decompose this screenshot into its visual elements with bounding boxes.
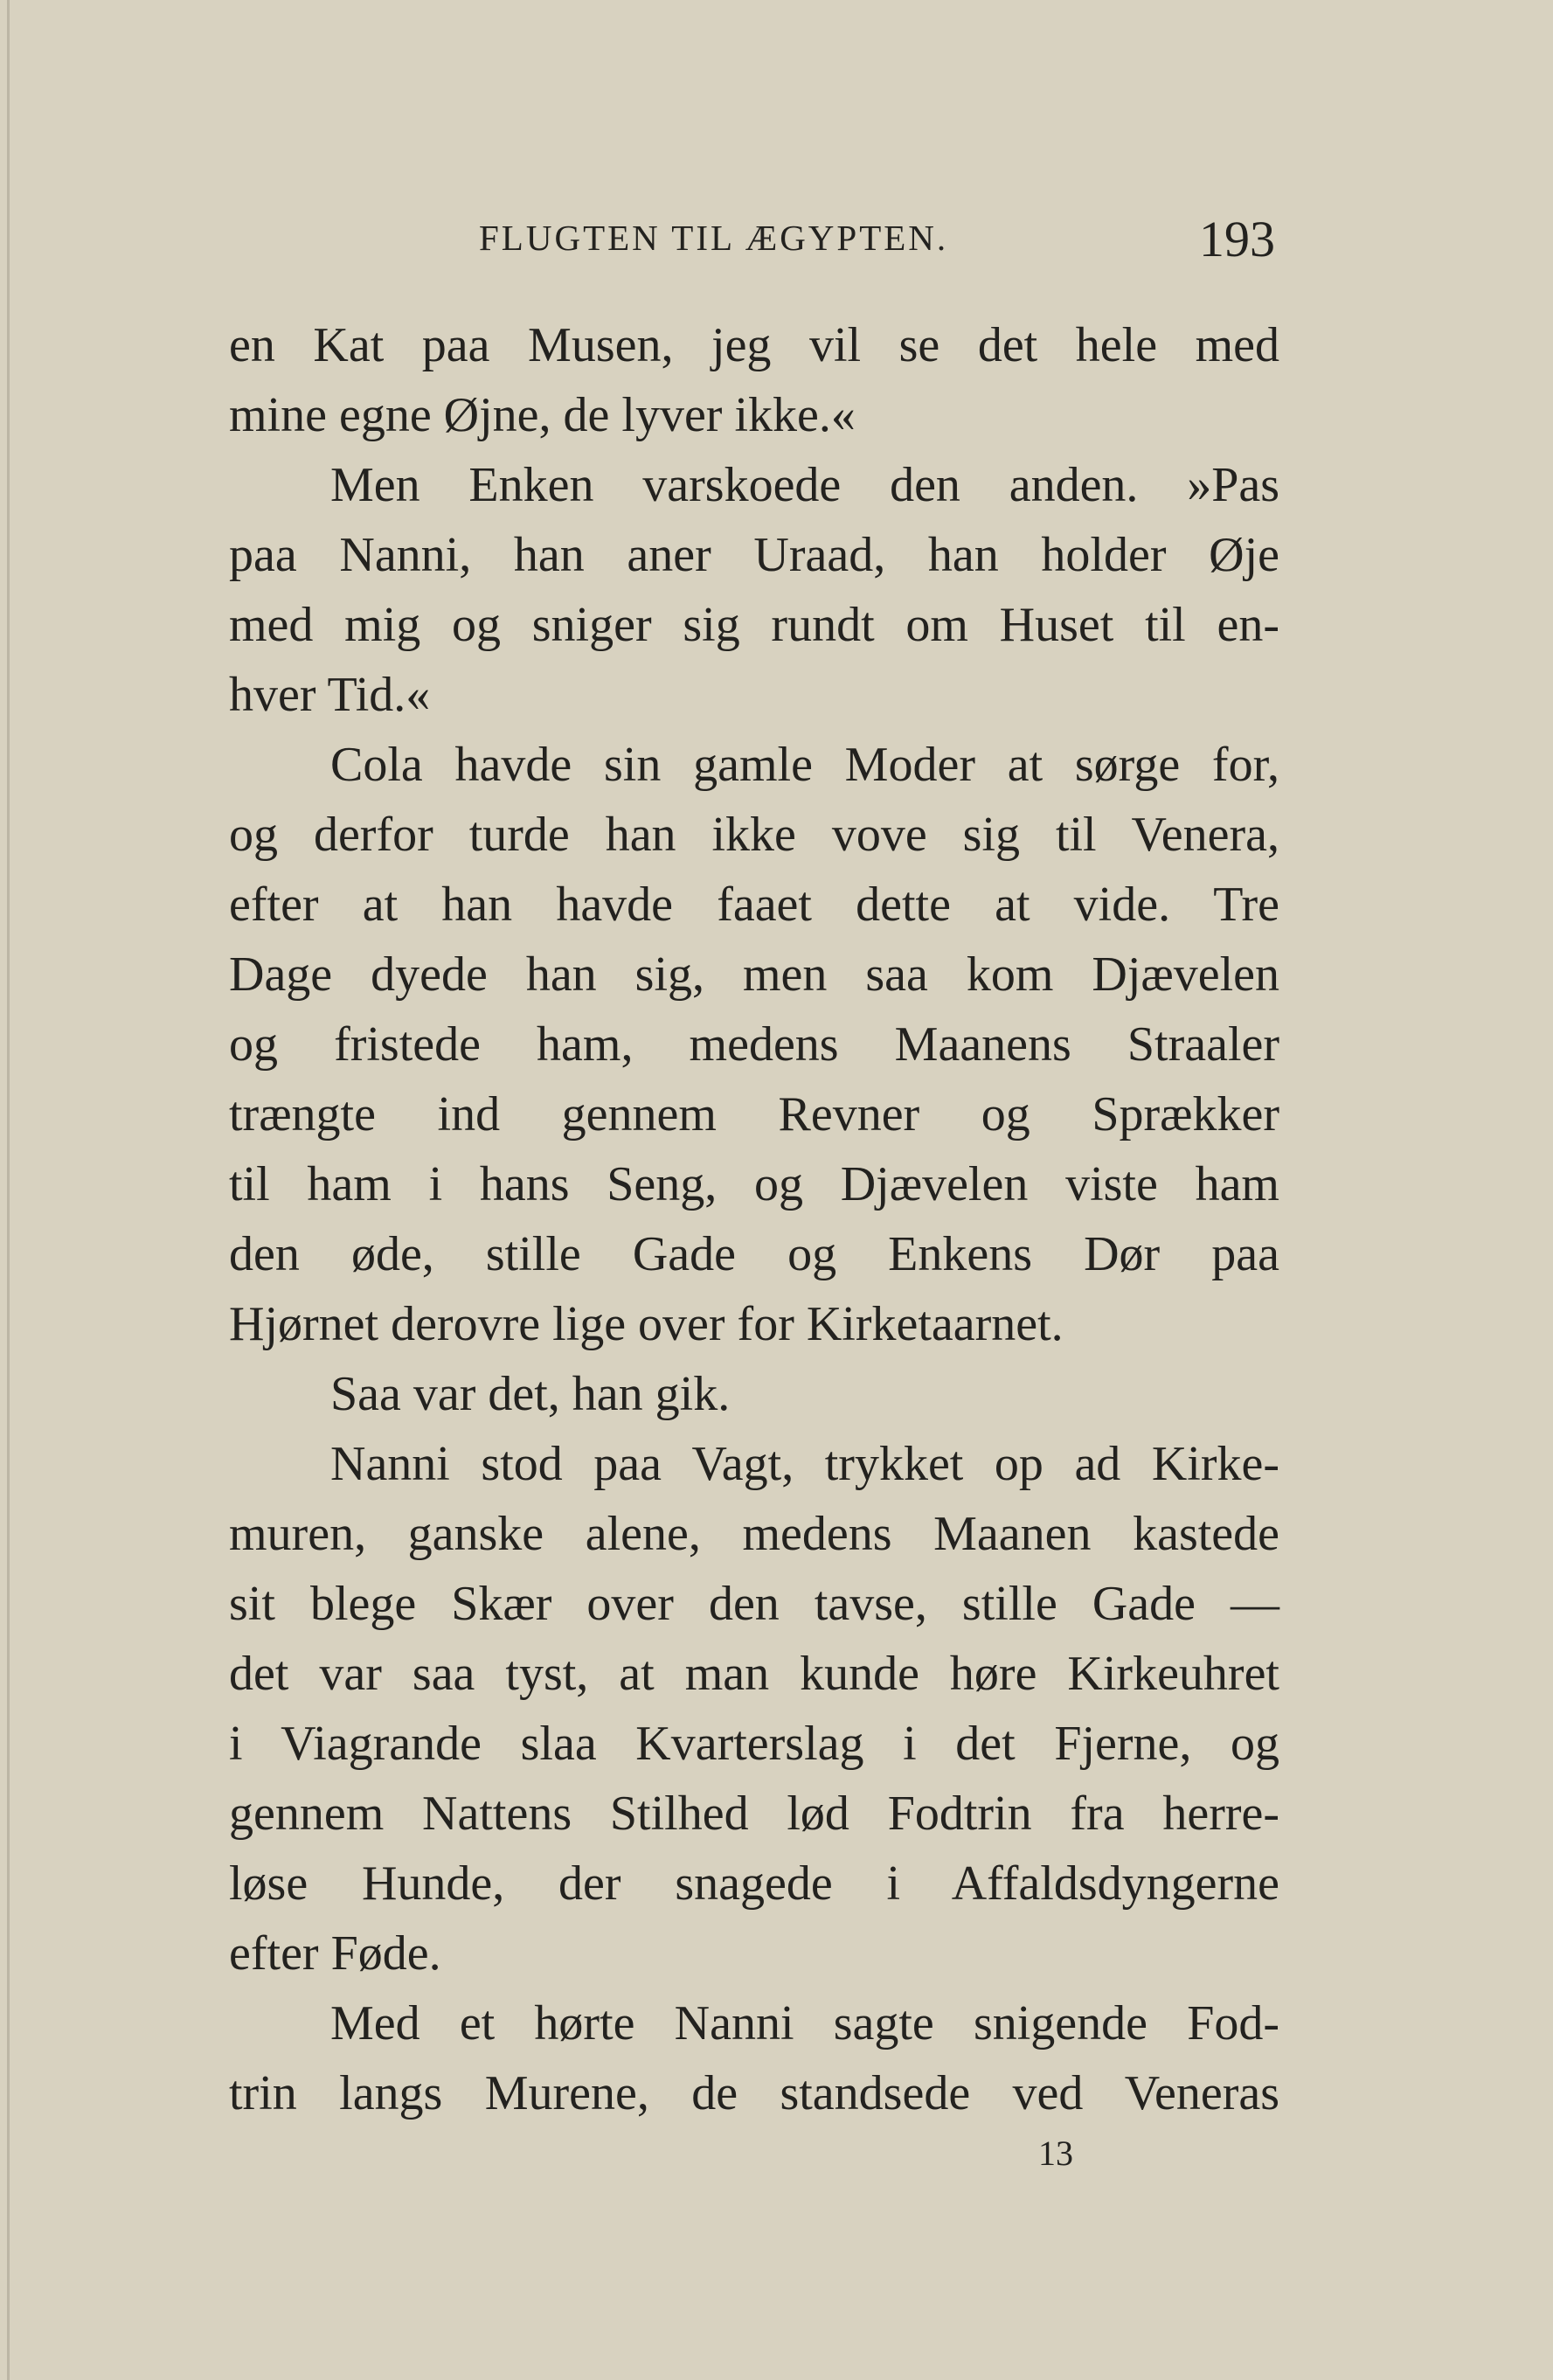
text-line: i Viagrande slaa Kvarterslag i det Fjerne, og [229,1717,1279,1771]
text-line: efter Føde. [229,1926,441,1981]
text-line: til ham i hans Seng, og Djævelen viste ham [229,1157,1279,1211]
running-header [0,210,1553,271]
text-line: sit blege Skær over den tavse, stille Gade — [229,1577,1279,1631]
text-line: Med et hørte Nanni sagte snigende Fod- [330,1996,1279,2050]
page-edge-shadow [7,0,10,2380]
page-number: 193 [1199,211,1275,267]
text-line: Cola havde sin gamle Moder at sørge for, [330,738,1279,792]
text-line: Nanni stod paa Vagt, trykket op ad Kirke- [330,1437,1279,1491]
text-line: Dage dyede han sig, men saa kom Djævelen [229,947,1279,1002]
text-line: mine egne Øjne, de lyver ikke.« [229,388,856,442]
text-line: løse Hunde, der snagede i Affaldsdyngerne [229,1856,1279,1911]
text-line: efter at han havde faaet dette at vide. Tre [229,878,1279,932]
text-line: og fristede ham, medens Maanens Straaler [229,1017,1279,1072]
text-line: med mig og sniger sig rundt om Huset til en- [229,598,1279,652]
text-line: trængte ind gennem Revner og Sprækker [229,1087,1279,1141]
running-title: FLUGTEN TIL ÆGYPTEN. [479,218,949,258]
text-line: det var saa tyst, at man kunde høre Kirkeuhret [229,1647,1279,1701]
text-line: den øde, stille Gade og Enkens Dør paa [229,1227,1279,1281]
signature-mark: 13 [1038,2134,1073,2173]
text-line: og derfor turde han ikke vove sig til Venera, [229,808,1279,862]
text-line: hver Tid.« [229,668,431,722]
text-line: Hjørnet derovre lige over for Kirketaarnet. [229,1297,1064,1351]
text-line: gennem Nattens Stilhed lød Fodtrin fra herre- [229,1787,1279,1841]
text-line: muren, ganske alene, medens Maanen kastede [229,1507,1279,1561]
text-line: trin langs Murene, de standsede ved Veneras [229,2066,1279,2120]
text-line: Saa var det, han gik. [330,1367,731,1421]
text-line: Men Enken varskoede den anden. »Pas [330,458,1279,512]
text-line: paa Nanni, han aner Uraad, han holder Øje [229,528,1279,582]
body-text [229,310,1279,2128]
text-line: en Kat paa Musen, jeg vil se det hele med [229,318,1279,372]
